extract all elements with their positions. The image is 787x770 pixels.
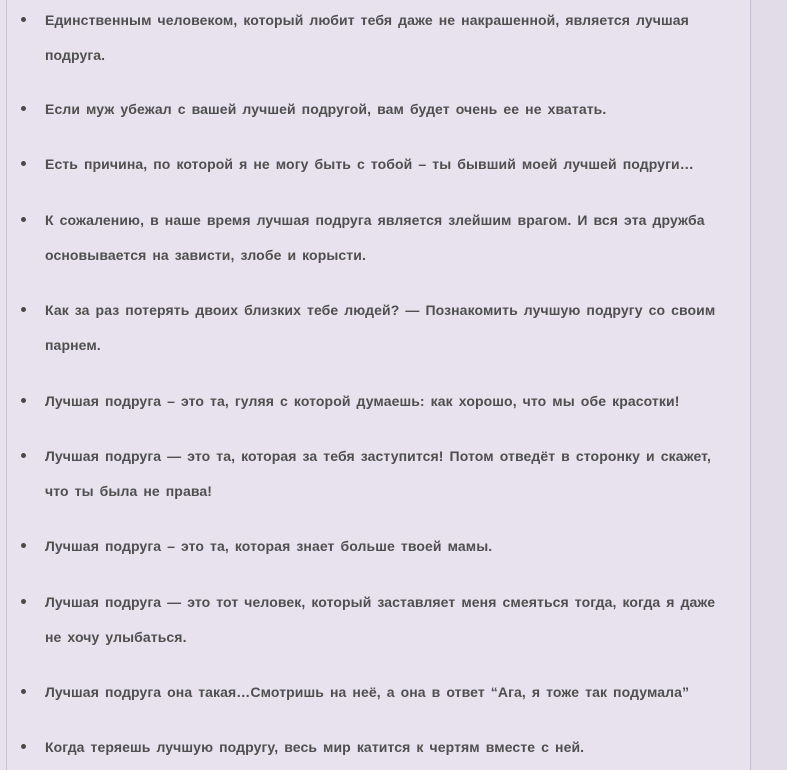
- bullet-icon: [21, 307, 26, 312]
- bullet-icon: [21, 543, 26, 548]
- quote-text: Лучшая подруга – это та, которая знает больше твоей мамы.: [45, 538, 493, 554]
- right-margin: [751, 0, 787, 770]
- quote-text: Когда теряешь лучшую подругу, весь мир катится к чертям вместе с ней.: [45, 739, 585, 755]
- quote-text: Лучшая подруга – это та, гуляя с которой думаешь: как хорошо, что мы обе красотки!: [45, 393, 680, 409]
- bullet-icon: [21, 106, 26, 111]
- bullet-icon: [21, 161, 26, 166]
- quote-text: Лучшая подруга она такая…Смотришь на неё, а она в ответ “Ага, я тоже так подумала”: [45, 684, 690, 700]
- quote-text: Лучшая подруга — это та, которая за тебя заступится! Потом отведёт в сторонку и скажет, что ты была не права!: [45, 448, 712, 499]
- quote-text: Есть причина, по которой я не могу быть с тобой – ты бывший моей лучшей подруги…: [45, 156, 694, 172]
- bullet-icon: [21, 453, 26, 458]
- quote-text: К сожалению, в наше время лучшая подруга является злейшим врагом. И вся эта дружба основывается на зависти, злобе и корысти.: [45, 212, 705, 263]
- quote-text: Как за раз потерять двоих близких тебе людей? — Познакомить лучшую подругу со своим парнем.: [45, 302, 716, 353]
- quote-text: Единственным человеком, который любит тебя даже не накрашенной, является лучшая подруга.: [45, 12, 689, 63]
- bullet-icon: [21, 17, 26, 22]
- bullet-icon: [21, 689, 26, 694]
- quote-text: Лучшая подруга — это тот человек, который заставляет меня смеяться тогда, когда я даже не хочу улыбаться.: [45, 594, 716, 645]
- bullet-icon: [21, 217, 26, 222]
- bullet-icon: [21, 398, 26, 403]
- bullet-icon: [21, 599, 26, 604]
- bullet-icon: [21, 744, 26, 749]
- quote-text: Если муж убежал с вашей лучшей подругой, вам будет очень ее не хватать.: [45, 101, 607, 117]
- left-border: [6, 0, 7, 770]
